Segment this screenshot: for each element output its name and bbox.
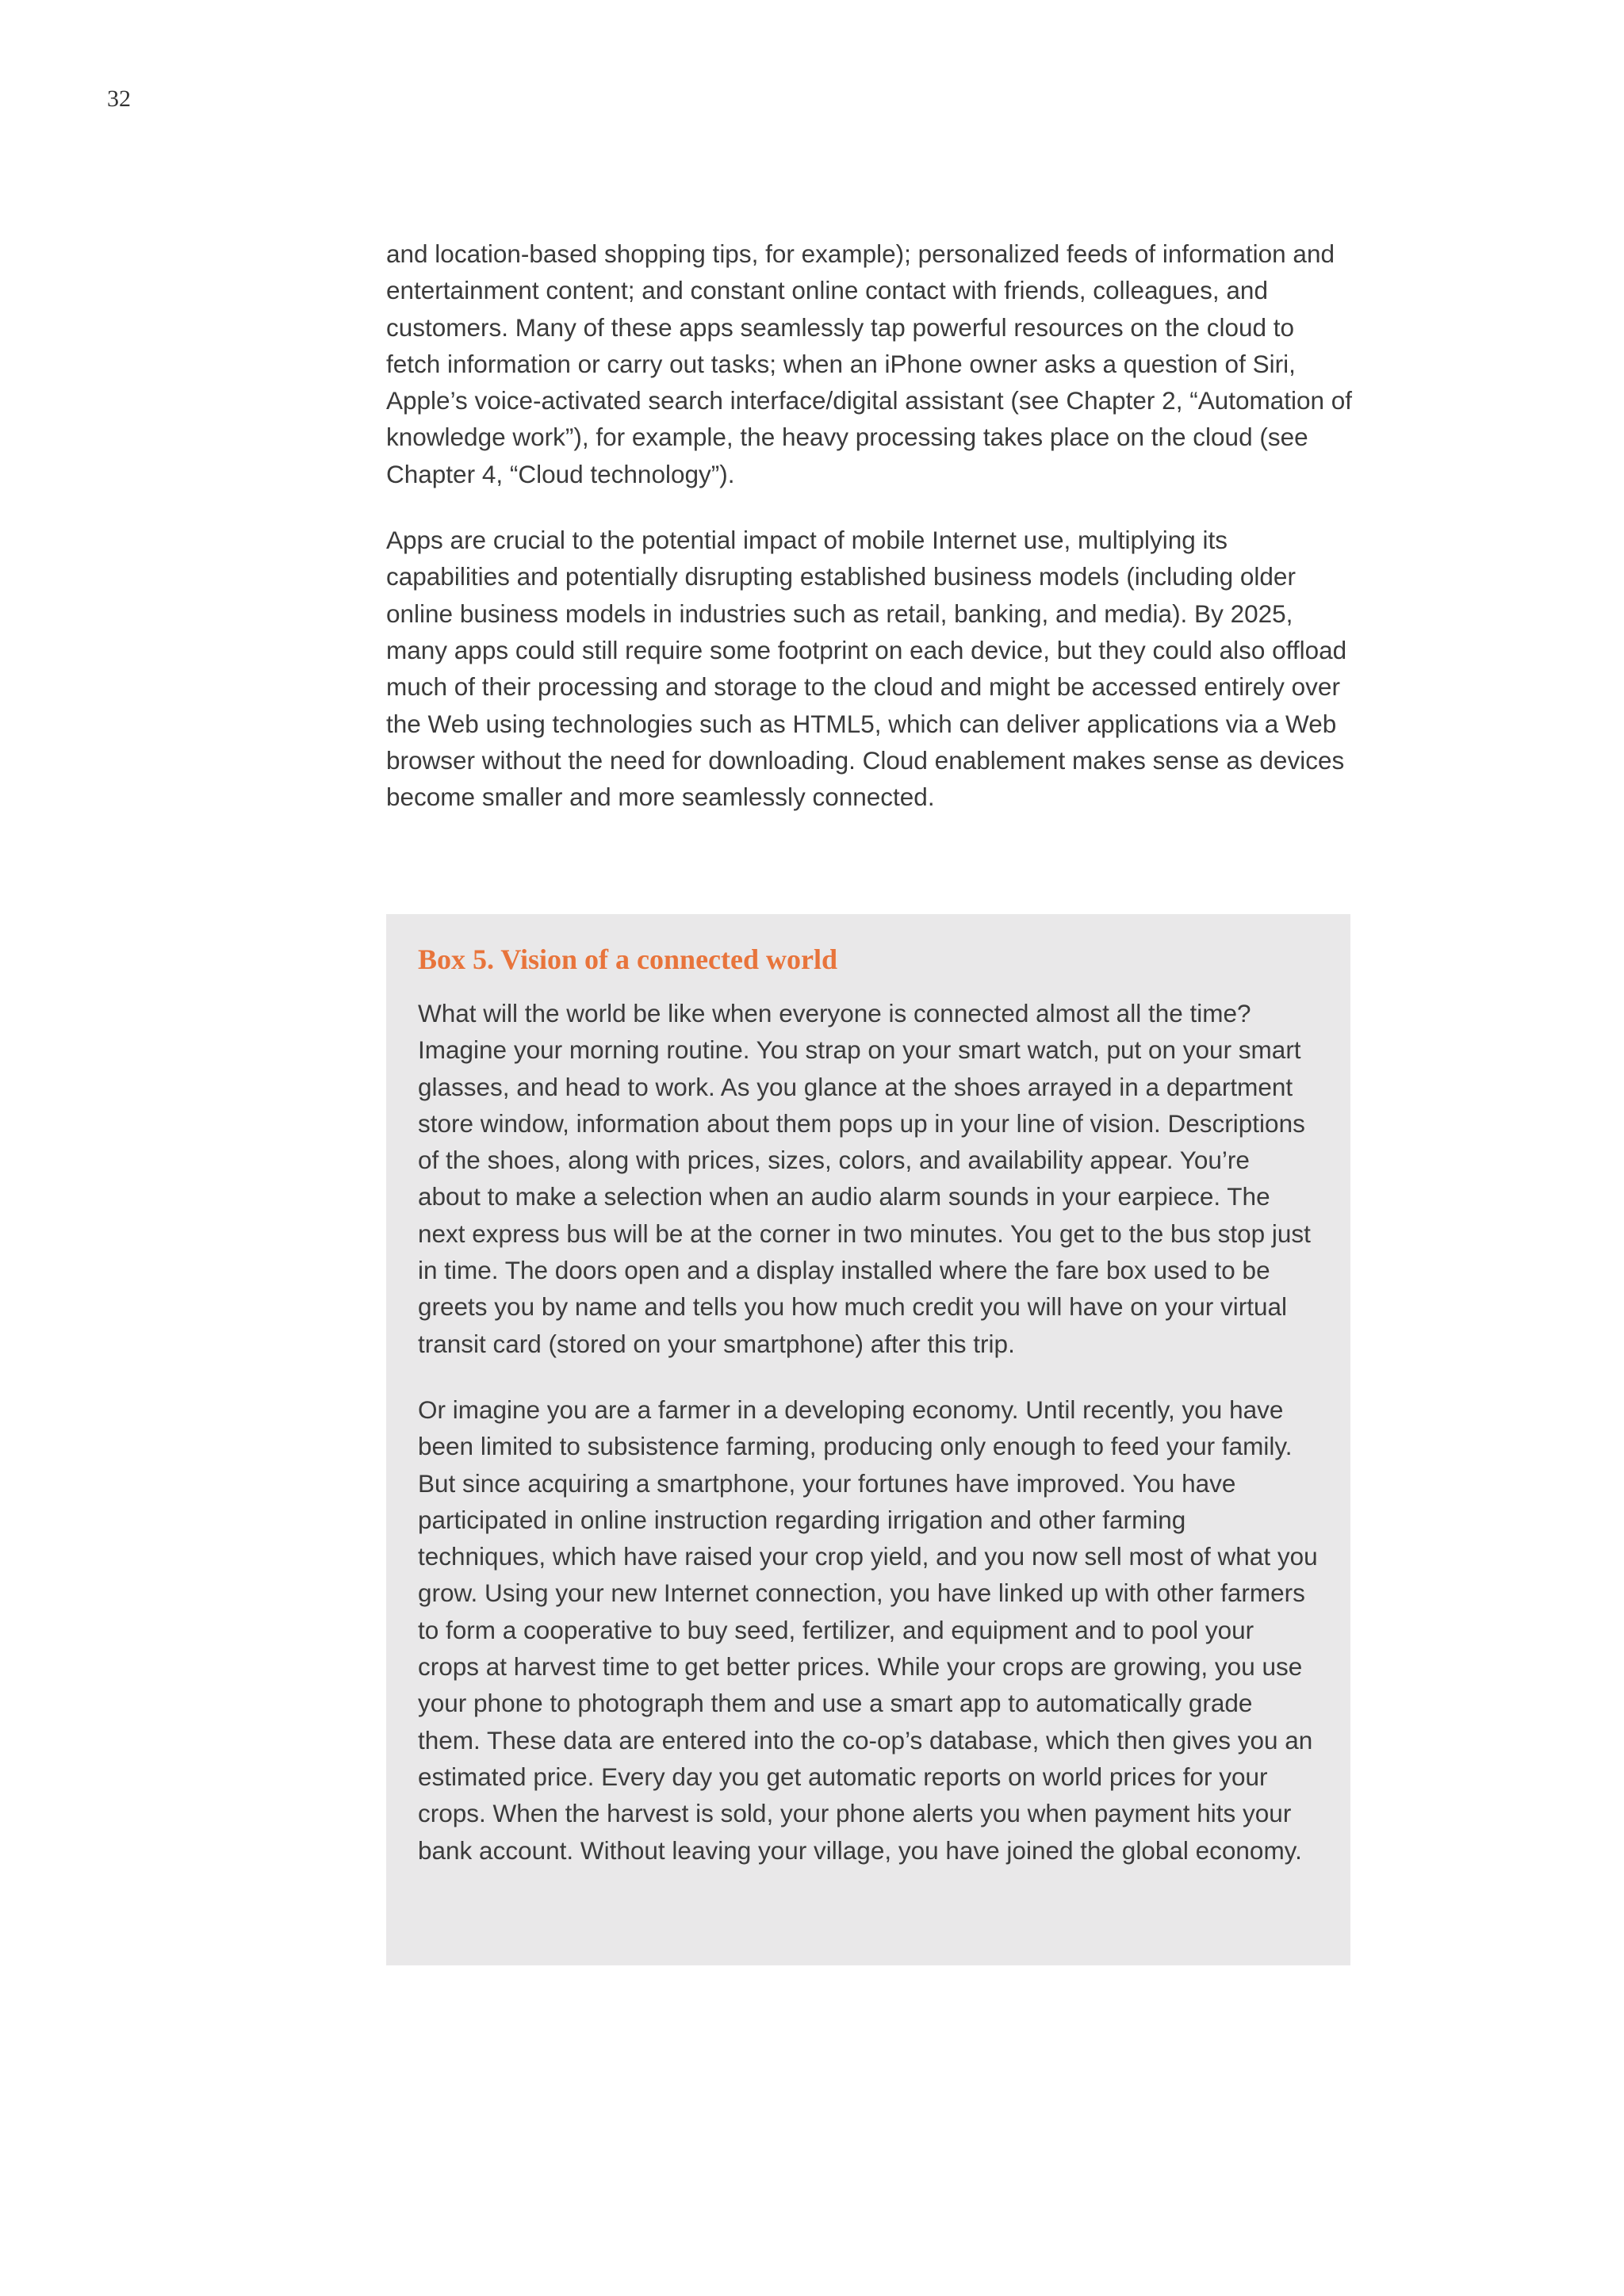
body-paragraph: and location-based shopping tips, for example); personalized feeds of information and entertainment content; and constant online contact with friends, colleagues, and customers. Many of these apps seamlessly tap powerful resources on the cloud to fetch information or carry out tasks; when an iPhone owner asks a question of Siri, Apple’s voice-activated search interface/digital assistant (see Chapter 2, “Automation of knowledge work”), for example, the heavy processing takes place on the cloud (see Chapter 4, “Cloud technology”). <box>386 239 1353 488</box>
box-paragraph: What will the world be like when everyone is connected almost all the time? Imagine your morning routine. You strap on your smart watch, put on your smart glasses, and head to work. As you glance at the shoes arrayed in a department store window, information about them pops up in your line of vision. Descriptions of the shoes, along with prices, sizes, colors, and availability appear. You’re about to make a selection when an audio alarm sounds in your earpiece. The next express bus will be at the corner in two minutes. You get to the bus stop just in time. The doors open and a display installed where the fare box used to be greets you by name and tells you how much credit you will have on your virtual transit card (stored on your smartphone) after this trip. <box>418 999 1311 1358</box>
box-title: Box 5. Vision of a connected world <box>418 943 838 975</box>
box-paragraph: Or imagine you are a farmer in a developing economy. Until recently, you have been limited to subsistence farming, producing only enough to feed your family. But since acquiring a smartphone, your fortunes have improved. You have participated in online instruction regarding irrigation and other farming techniques, which have raised your crop yield, and you now sell most of what you grow. Using your new Internet connection, you have linked up with other farmers to form a cooperative to buy seed, fertilizer, and equipment and to pool your crops at harvest time to get better prices. While your crops are growing, you use your phone to photograph them and use a smart app to automatically grade them. These data are entered into the co-op’s database, which then gives you an estimated price. Every day you get automatic reports on world prices for your crops. When the harvest is sold, your phone alerts you when payment hits your bank account. Without leaving your village, you have joined the global economy. <box>418 1395 1318 1865</box>
body-paragraph: Apps are crucial to the potential impact of mobile Internet use, multiplying its capabilities and potentially disrupting established business models (including older online business models in industries such as retail, banking, and media). By 2025, many apps could still require some footprint on each device, but they could also offload much of their processing and storage to the cloud and might be accessed entirely over the Web using technologies such as HTML5, which can deliver applications via a Web browser without the need for downloading. Cloud enablement makes sense as devices become smaller and more seamlessly connected. <box>386 526 1347 812</box>
main-body-text <box>386 235 1354 844</box>
sidebar-box <box>386 914 1350 1965</box>
page-number: 32 <box>107 86 131 112</box>
